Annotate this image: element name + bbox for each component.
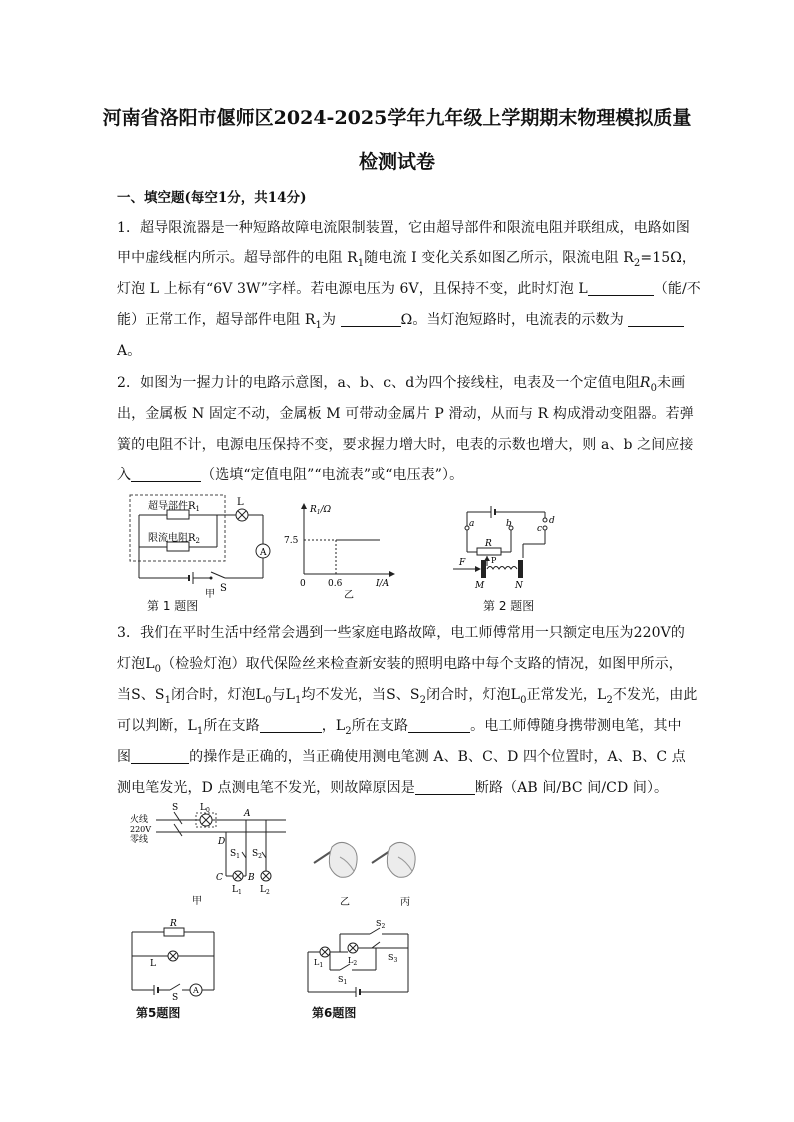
answer-blank[interactable] <box>131 467 201 482</box>
main-switch-label: S <box>172 803 179 813</box>
q2-line1: 2．如图为一握力计的电路示意图，a、b、c、d为四个接线柱，电表及一个定值电阻$R_0$未画 <box>117 375 686 394</box>
yaxis-label: $R_1/\Omega$ <box>310 505 332 516</box>
resistor-R-label: R <box>485 539 492 549</box>
q1-line2: 甲中虚线框内所示。超导部件的电阻 $R_1$随电流 I 变化关系如图乙所示，限流电阻 $R_2=15\Omega$， <box>117 250 697 269</box>
switch-label: S <box>220 583 227 594</box>
lamp-L2-label: $L_2$ <box>348 956 358 967</box>
figure-jia-label: 甲 <box>192 896 202 907</box>
q1-line3: 灯泡 L 上标有“6V 3W”字样。若电源电压为 6V，且保持不变，此时灯泡 L （能/不 <box>117 281 701 297</box>
x-origin-label: 0 <box>300 579 306 589</box>
lamp-L1-label: $L_1$ <box>314 958 324 969</box>
lamp-label: L <box>237 497 244 508</box>
q3-line1: 3．我们在平时生活中经常会遇到一些家庭电路故障，电工师傅常用一只额定电压为220V的 <box>117 625 685 641</box>
figure-6-caption: 第6题图 <box>312 1006 357 1020</box>
live-wire-label: 火线 <box>130 815 149 825</box>
terminal-b: b <box>506 519 512 529</box>
q3-line4: 可以判断，$L_1$所在支路 ，$L_2$所在支路 。电工师傅随身携带测电笔，其中 <box>117 718 682 737</box>
limiter-label: 限流电阻$R_2$ <box>148 533 200 545</box>
figure-1-circuit <box>125 492 270 598</box>
y-tick-label: 7.5 <box>284 536 299 546</box>
answer-blank[interactable] <box>131 749 189 764</box>
superconductor-label: 超导部件$R_1$ <box>148 501 200 513</box>
answer-blank[interactable] <box>588 281 654 296</box>
point-C: C <box>216 873 223 883</box>
answer-blank[interactable] <box>341 312 401 327</box>
terminal-a: a <box>469 519 475 529</box>
figure-2-caption: 第 2 题图 <box>483 599 535 613</box>
q3-line5: 图 的操作是正确的，当正确使用测电笔测 A、B、C、D 四个位置时，A、B、C 点 <box>117 749 686 765</box>
q1-line1: 1．超导限流器是一种短路故障电流限制装置，它由超导部件和限流电阻并联组成，电路如图 <box>117 220 691 236</box>
switch-S-label: S <box>172 993 179 1003</box>
x-tick-label: 0.6 <box>328 579 343 589</box>
q2-line4: 入 （选填“定值电阻”“电流表”或“电压表”）。 <box>117 467 464 483</box>
point-B: B <box>248 873 255 883</box>
switch-S2-label: $S_2$ <box>376 919 386 930</box>
figure-6-circuit <box>300 918 415 1000</box>
ammeter-label: A <box>193 986 199 995</box>
switch-S1-label: $S_1$ <box>230 849 240 860</box>
terminal-d: d <box>549 516 555 526</box>
q3-line3: 当S、$S_1$闭合时，灯泡$L_0$与$L_1$均不发光，当S、$S_2$闭合时，灯泡$L_0$正常发光，$L_2$不发光，由此 <box>117 687 698 706</box>
switch-S2-label: $S_2$ <box>252 849 262 860</box>
figure-yi-label: 乙 <box>340 897 350 908</box>
force-F-label: F <box>459 558 466 568</box>
resistor-R-label: R <box>170 919 177 929</box>
slider-P-label: P <box>491 556 497 565</box>
ammeter-label: A <box>260 548 267 558</box>
point-A: A <box>244 809 251 819</box>
figure-jia-label: 甲 <box>205 589 215 600</box>
figure-yi-graph <box>284 500 400 601</box>
q2-line2: 出，金属板 N 固定不动，金属板 M 可带动金属片 P 滑动，从而与 R 构成滑动变阻器。若弹 <box>117 406 694 422</box>
answer-blank[interactable] <box>628 312 684 327</box>
figure-2-grip-meter <box>445 500 560 590</box>
figure-5-caption: 第5题图 <box>136 1006 181 1020</box>
xaxis-label: I/A <box>376 579 390 589</box>
answer-blank[interactable] <box>260 718 322 733</box>
doc-title-line1: 河南省洛阳市偃师区2024-2025学年九年级上学期期末物理模拟质量 <box>102 107 692 129</box>
figure-5-circuit <box>126 919 221 1003</box>
answer-blank[interactable] <box>408 718 470 733</box>
test-lamp-label: $L_0$ <box>200 803 210 814</box>
neutral-wire-label: 零线 <box>130 835 149 845</box>
figure-1-caption: 第 1 题图 <box>147 599 199 613</box>
voltage-label: 220V <box>130 825 152 834</box>
switch-S1-label: $S_1$ <box>338 975 348 986</box>
answer-blank[interactable] <box>415 780 475 795</box>
terminal-c: c <box>537 524 543 534</box>
lamp-L2-label: $L_2$ <box>260 885 270 896</box>
figure-3-test-pen-hands <box>310 825 445 910</box>
figure-yi-label: 乙 <box>344 590 354 601</box>
doc-title-line2: 检测试卷 <box>358 151 435 173</box>
q1-line4: 能）正常工作，超导部件电阻 $R_1$为 Ω。当灯泡短路时，电流表的示数为 <box>117 309 683 331</box>
figure-3-household-circuit <box>126 800 306 908</box>
point-D: D <box>218 837 226 847</box>
plate-N-label: N <box>515 581 523 591</box>
lamp-L-label: L <box>150 959 156 969</box>
plate-M-label: M <box>475 581 485 591</box>
q3-line2: 灯泡$L_0$（检验灯泡）取代保险丝来检查新安装的照明电路中每个支路的情况，如图甲所示， <box>117 656 683 675</box>
q3-line6: 测电笔发光，D 点测电笔不发光，则故障原因是 断路（AB 间/BC 间/CD 间）。 <box>117 780 669 796</box>
q1-line5: A。 <box>117 343 142 359</box>
switch-S3-label: $S_3$ <box>388 953 398 964</box>
section-heading: 一、填空题(每空1分，共14分) <box>117 190 307 206</box>
lamp-L1-label: $L_1$ <box>232 885 242 896</box>
figure-bing-label: 丙 <box>400 897 410 908</box>
q2-line3: 簧的电阻不计，电源电压保持不变，要求握力增大时，电表的示数也增大，则 a、b 之间应接 <box>117 437 694 453</box>
